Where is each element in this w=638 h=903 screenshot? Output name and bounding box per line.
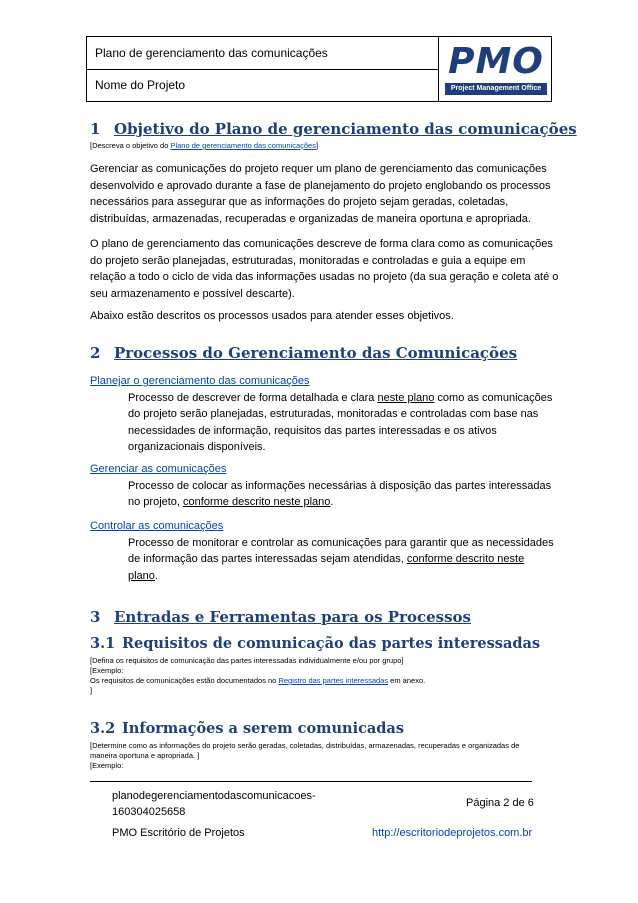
note-span: em anexo. xyxy=(388,676,426,685)
footer-filename-line: 160304025658 xyxy=(112,806,186,818)
text-span: de informação das partes interessadas sejam atendidas, xyxy=(128,553,407,565)
plan-link[interactable]: Plano de gerenciamento das comunicações xyxy=(170,141,316,150)
section-1-paragraph-1 xyxy=(90,161,551,227)
section-3-2-title: Informações a serem comunicadas xyxy=(122,720,404,737)
text-line: desenvolvido e aprovado durante a fase de planejamento do projeto englobando os processos xyxy=(90,179,551,192)
plano-ref: plano xyxy=(128,569,155,582)
note-line: [Defina os requisitos de comunicação das partes interessadas individualmente e/ou por grupo] xyxy=(90,656,404,665)
text-line xyxy=(90,390,552,407)
note-line: [Determine como as informações do projeto serão geradas, coletadas, distribuídas, armazenadas, recuperadas e organizadas de xyxy=(90,741,520,750)
document-title: Plano de gerenciamento das comunicações xyxy=(87,37,439,70)
note-text-end: ] xyxy=(315,141,319,150)
text-line: seu armazenamento e possível descarte). xyxy=(90,287,295,300)
note-span: Os requisitos de comunicações estão documentados no xyxy=(90,676,279,685)
text-span: . xyxy=(330,496,334,508)
text-line: relação a todo o ciclo de vida das informações usadas no projeto (da sua geração e coleta até o xyxy=(90,271,559,283)
section-3-1-heading xyxy=(90,635,540,652)
text-span: Processo de descrever de forma detalhada e clara xyxy=(128,391,378,404)
page-number: Página 2 de 6 xyxy=(466,797,534,809)
registro-partes-link[interactable]: Registro das partes interessadas xyxy=(278,676,389,685)
footer-org: PMO Escritório de Projetos xyxy=(112,827,245,839)
pmo-logo-text: PMO xyxy=(445,43,547,81)
text-line: organizacionais disponíveis. xyxy=(128,441,266,453)
note-line: ] xyxy=(90,686,93,695)
section-1-heading xyxy=(90,120,577,138)
process-gerenciar xyxy=(90,461,551,511)
note-line xyxy=(90,676,550,686)
controlar-link[interactable]: Controlar as comunicações xyxy=(90,520,224,532)
section-3-1-title: Requisitos de comunicação das partes interessadas xyxy=(122,635,541,652)
text-line: Processo de colocar as informações necessárias à disposição das partes interessadas xyxy=(128,479,552,492)
text-line: necessidades de informação, requisitos das partes interessadas e os ativos xyxy=(128,424,497,437)
section-3-2-notes xyxy=(90,741,550,771)
text-line: Processo de monitorar e controlar as comunicações para garantir que as necessidades xyxy=(128,536,554,549)
conforme-plano-ref: conforme descrito neste xyxy=(406,553,525,565)
section-1-paragraph-2 xyxy=(90,236,558,302)
gerenciar-link[interactable]: Gerenciar as comunicações xyxy=(90,463,227,475)
text-line: Gerenciar as comunicações do projeto requer um plano de gerenciamento das comunicações xyxy=(90,163,547,175)
text-span: como as comunicações xyxy=(434,391,553,404)
section-3-2-number: 3.2 xyxy=(90,720,116,737)
footer-filename-line: planodegerenciamentodascomunicacoes- xyxy=(112,790,316,802)
section-1-note xyxy=(90,141,318,151)
conforme-plano-ref: conforme descrito neste plano xyxy=(183,496,331,508)
section-3-heading xyxy=(90,608,471,626)
text-line xyxy=(90,568,554,585)
section-1-paragraph-3: Abaixo estão descritos os processos usados para atender esses objetivos. xyxy=(90,310,454,322)
planejar-link[interactable]: Planejar o gerenciamento das comunicações xyxy=(90,375,310,387)
footer-divider xyxy=(90,781,532,782)
pmo-logo-subtitle: Project Management Office xyxy=(445,83,547,95)
section-3-1-notes xyxy=(90,656,550,696)
pmo-logo xyxy=(443,41,549,97)
text-line: do projeto serão planejadas, estruturadas, monitoradas e controladas e guia a equipe em xyxy=(90,254,526,267)
text-span: . xyxy=(154,569,158,582)
text-line: O plano de gerenciamento das comunicações descreve de forma clara como as comunicações xyxy=(90,238,553,250)
section-3-2-heading xyxy=(90,720,404,737)
text-line: do projeto serão planejadas, estruturadas, monitoradas e controladas com base nas xyxy=(128,408,539,420)
footer-url-link[interactable]: http://escritoriodeprojetos.com.br xyxy=(372,827,533,839)
process-planejar xyxy=(90,373,552,456)
section-2-number: 2 xyxy=(90,344,101,362)
note-line: maneira oportuna e apropriada. ] xyxy=(90,751,200,760)
note-text: [Descreva o objetivo do xyxy=(90,141,171,150)
section-1-number: 1 xyxy=(90,120,101,138)
process-controlar xyxy=(90,518,554,584)
footer-filename xyxy=(112,788,316,820)
text-span: no projeto, xyxy=(128,496,184,508)
note-line: [Exemplo: xyxy=(90,666,124,675)
note-line: [Exemplo: xyxy=(90,761,124,770)
text-line: distribuídas, armazenadas, recuperadas e organizadas de maneira oportuna e apropriada. xyxy=(90,212,531,225)
document-header-table xyxy=(86,36,552,102)
text-line xyxy=(90,494,551,511)
section-3-number: 3 xyxy=(90,608,101,626)
text-line xyxy=(90,551,554,568)
text-line: necessários para assegurar que as informações do projeto sejam geradas, coletadas, xyxy=(90,196,509,208)
section-1-title: Objetivo do Plano de gerenciamento das comunicações xyxy=(114,120,577,138)
project-name: Nome do Projeto xyxy=(87,70,439,101)
section-2-heading xyxy=(90,344,517,362)
section-3-1-number: 3.1 xyxy=(90,635,116,652)
section-3-title: Entradas e Ferramentas para os Processos xyxy=(114,608,471,626)
neste-plano-ref: neste plano xyxy=(377,391,435,404)
section-2-title: Processos do Gerenciamento das Comunicações xyxy=(114,344,518,362)
